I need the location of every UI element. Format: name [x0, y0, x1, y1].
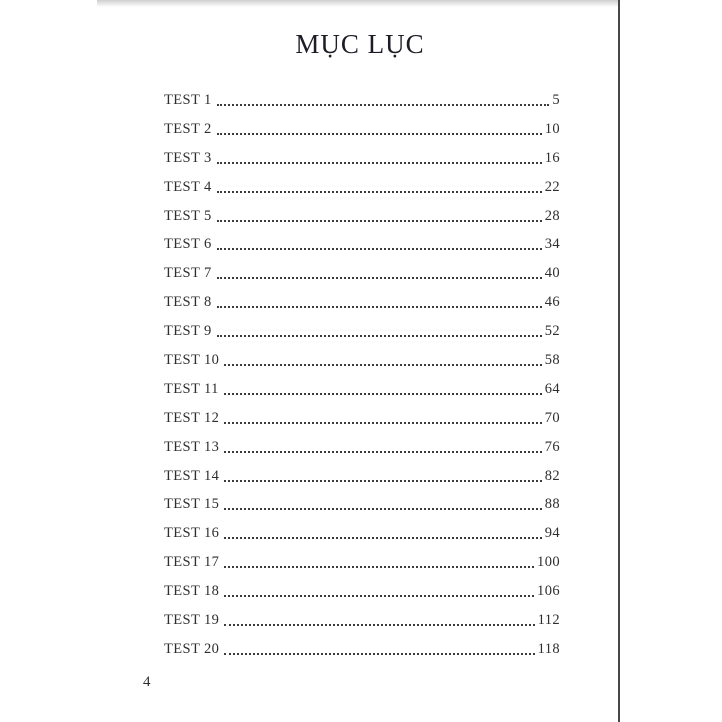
toc-entry	[164, 86, 560, 115]
toc-entry-page: 82	[544, 467, 560, 484]
toc-entry-label: TEST 15	[164, 496, 220, 513]
toc-entry	[164, 548, 560, 577]
toc-entry	[164, 404, 560, 433]
toc-dot-leader	[224, 644, 534, 655]
toc-entry-page: 16	[544, 149, 560, 166]
toc-entry-label: TEST 7	[164, 265, 212, 282]
toc-entry-label: TEST 10	[164, 351, 220, 368]
toc-entry-page: 34	[544, 236, 560, 253]
toc-entry-page: 28	[544, 207, 560, 224]
toc-entry-label: TEST 1	[164, 91, 212, 108]
toc-entry-label: TEST 12	[164, 409, 220, 426]
toc-entry-page: 88	[544, 496, 560, 513]
toc-entry-page: 70	[544, 409, 560, 426]
toc-dot-leader	[224, 355, 541, 366]
toc-dot-leader	[224, 528, 541, 539]
toc-entry-page: 118	[537, 640, 560, 657]
toc-entry	[164, 635, 560, 664]
toc-dot-leader	[217, 268, 542, 279]
page-title: MỤC LỤC	[295, 29, 425, 59]
toc-entry	[164, 375, 560, 404]
toc-entry	[164, 462, 560, 491]
toc-entry	[164, 230, 560, 259]
toc-entry-label: TEST 3	[164, 149, 212, 166]
toc-entry	[164, 173, 560, 202]
toc-entry	[164, 288, 560, 317]
toc-entry	[164, 259, 560, 288]
toc-entry-page: 52	[544, 323, 560, 340]
toc-dot-leader	[217, 211, 542, 222]
toc-dot-leader	[217, 153, 542, 164]
toc-dot-leader	[217, 124, 542, 135]
toc-dot-leader	[224, 384, 542, 395]
toc-dot-leader	[224, 499, 541, 510]
toc-entry-label: TEST 16	[164, 525, 220, 542]
toc-entry-label: TEST 19	[164, 611, 220, 628]
page-right-edge-line	[618, 0, 620, 722]
toc-entry-label: TEST 14	[164, 467, 220, 484]
toc-entry	[164, 346, 560, 375]
toc-entry-page: 94	[544, 525, 560, 542]
toc-entry-page: 46	[544, 294, 560, 311]
toc-dot-leader	[224, 557, 534, 568]
footer-page-number: 4	[143, 674, 151, 690]
toc-entry-label: TEST 17	[164, 554, 220, 571]
toc-dot-leader	[217, 239, 542, 250]
toc-entry-label: TEST 20	[164, 640, 220, 657]
toc-entry-page: 106	[537, 583, 560, 600]
toc-entry-label: TEST 5	[164, 207, 212, 224]
toc-entry	[164, 577, 560, 606]
toc-dot-leader	[224, 615, 534, 626]
toc-entry-label: TEST 9	[164, 323, 212, 340]
toc-dot-leader	[217, 297, 542, 308]
toc-entry-page: 64	[544, 380, 560, 397]
toc-dot-leader	[217, 326, 542, 337]
toc-dot-leader	[224, 413, 541, 424]
toc-entry-page: 112	[537, 611, 560, 628]
toc-dot-leader	[224, 586, 534, 597]
toc-entry-label: TEST 18	[164, 583, 220, 600]
toc-dot-leader	[224, 471, 541, 482]
toc-entry-label: TEST 6	[164, 236, 212, 253]
toc-entry	[164, 519, 560, 548]
toc-entry-page: 76	[544, 438, 560, 455]
toc-entry-page: 100	[537, 554, 560, 571]
toc-entry-page: 22	[544, 178, 560, 195]
toc-entry-page: 58	[544, 351, 560, 368]
toc-entry	[164, 317, 560, 346]
toc-entry	[164, 115, 560, 144]
toc-dot-leader	[217, 182, 542, 193]
toc-entry-page: 5	[552, 91, 560, 108]
toc-entry	[164, 490, 560, 519]
toc-entry-label: TEST 2	[164, 120, 212, 137]
toc-entry-page: 40	[544, 265, 560, 282]
toc-entry-label: TEST 11	[164, 380, 219, 397]
page-top-shadow	[97, 0, 620, 7]
toc-dot-leader	[217, 95, 550, 106]
toc-entry-label: TEST 4	[164, 178, 212, 195]
toc-entry	[164, 433, 560, 462]
toc-entry	[164, 144, 560, 173]
toc-entry	[164, 202, 560, 231]
toc-entry	[164, 606, 560, 635]
toc-entry-label: TEST 8	[164, 294, 212, 311]
toc-dot-leader	[224, 442, 541, 453]
toc-entry-page: 10	[544, 120, 560, 137]
toc-list	[164, 86, 560, 664]
toc-entry-label: TEST 13	[164, 438, 220, 455]
